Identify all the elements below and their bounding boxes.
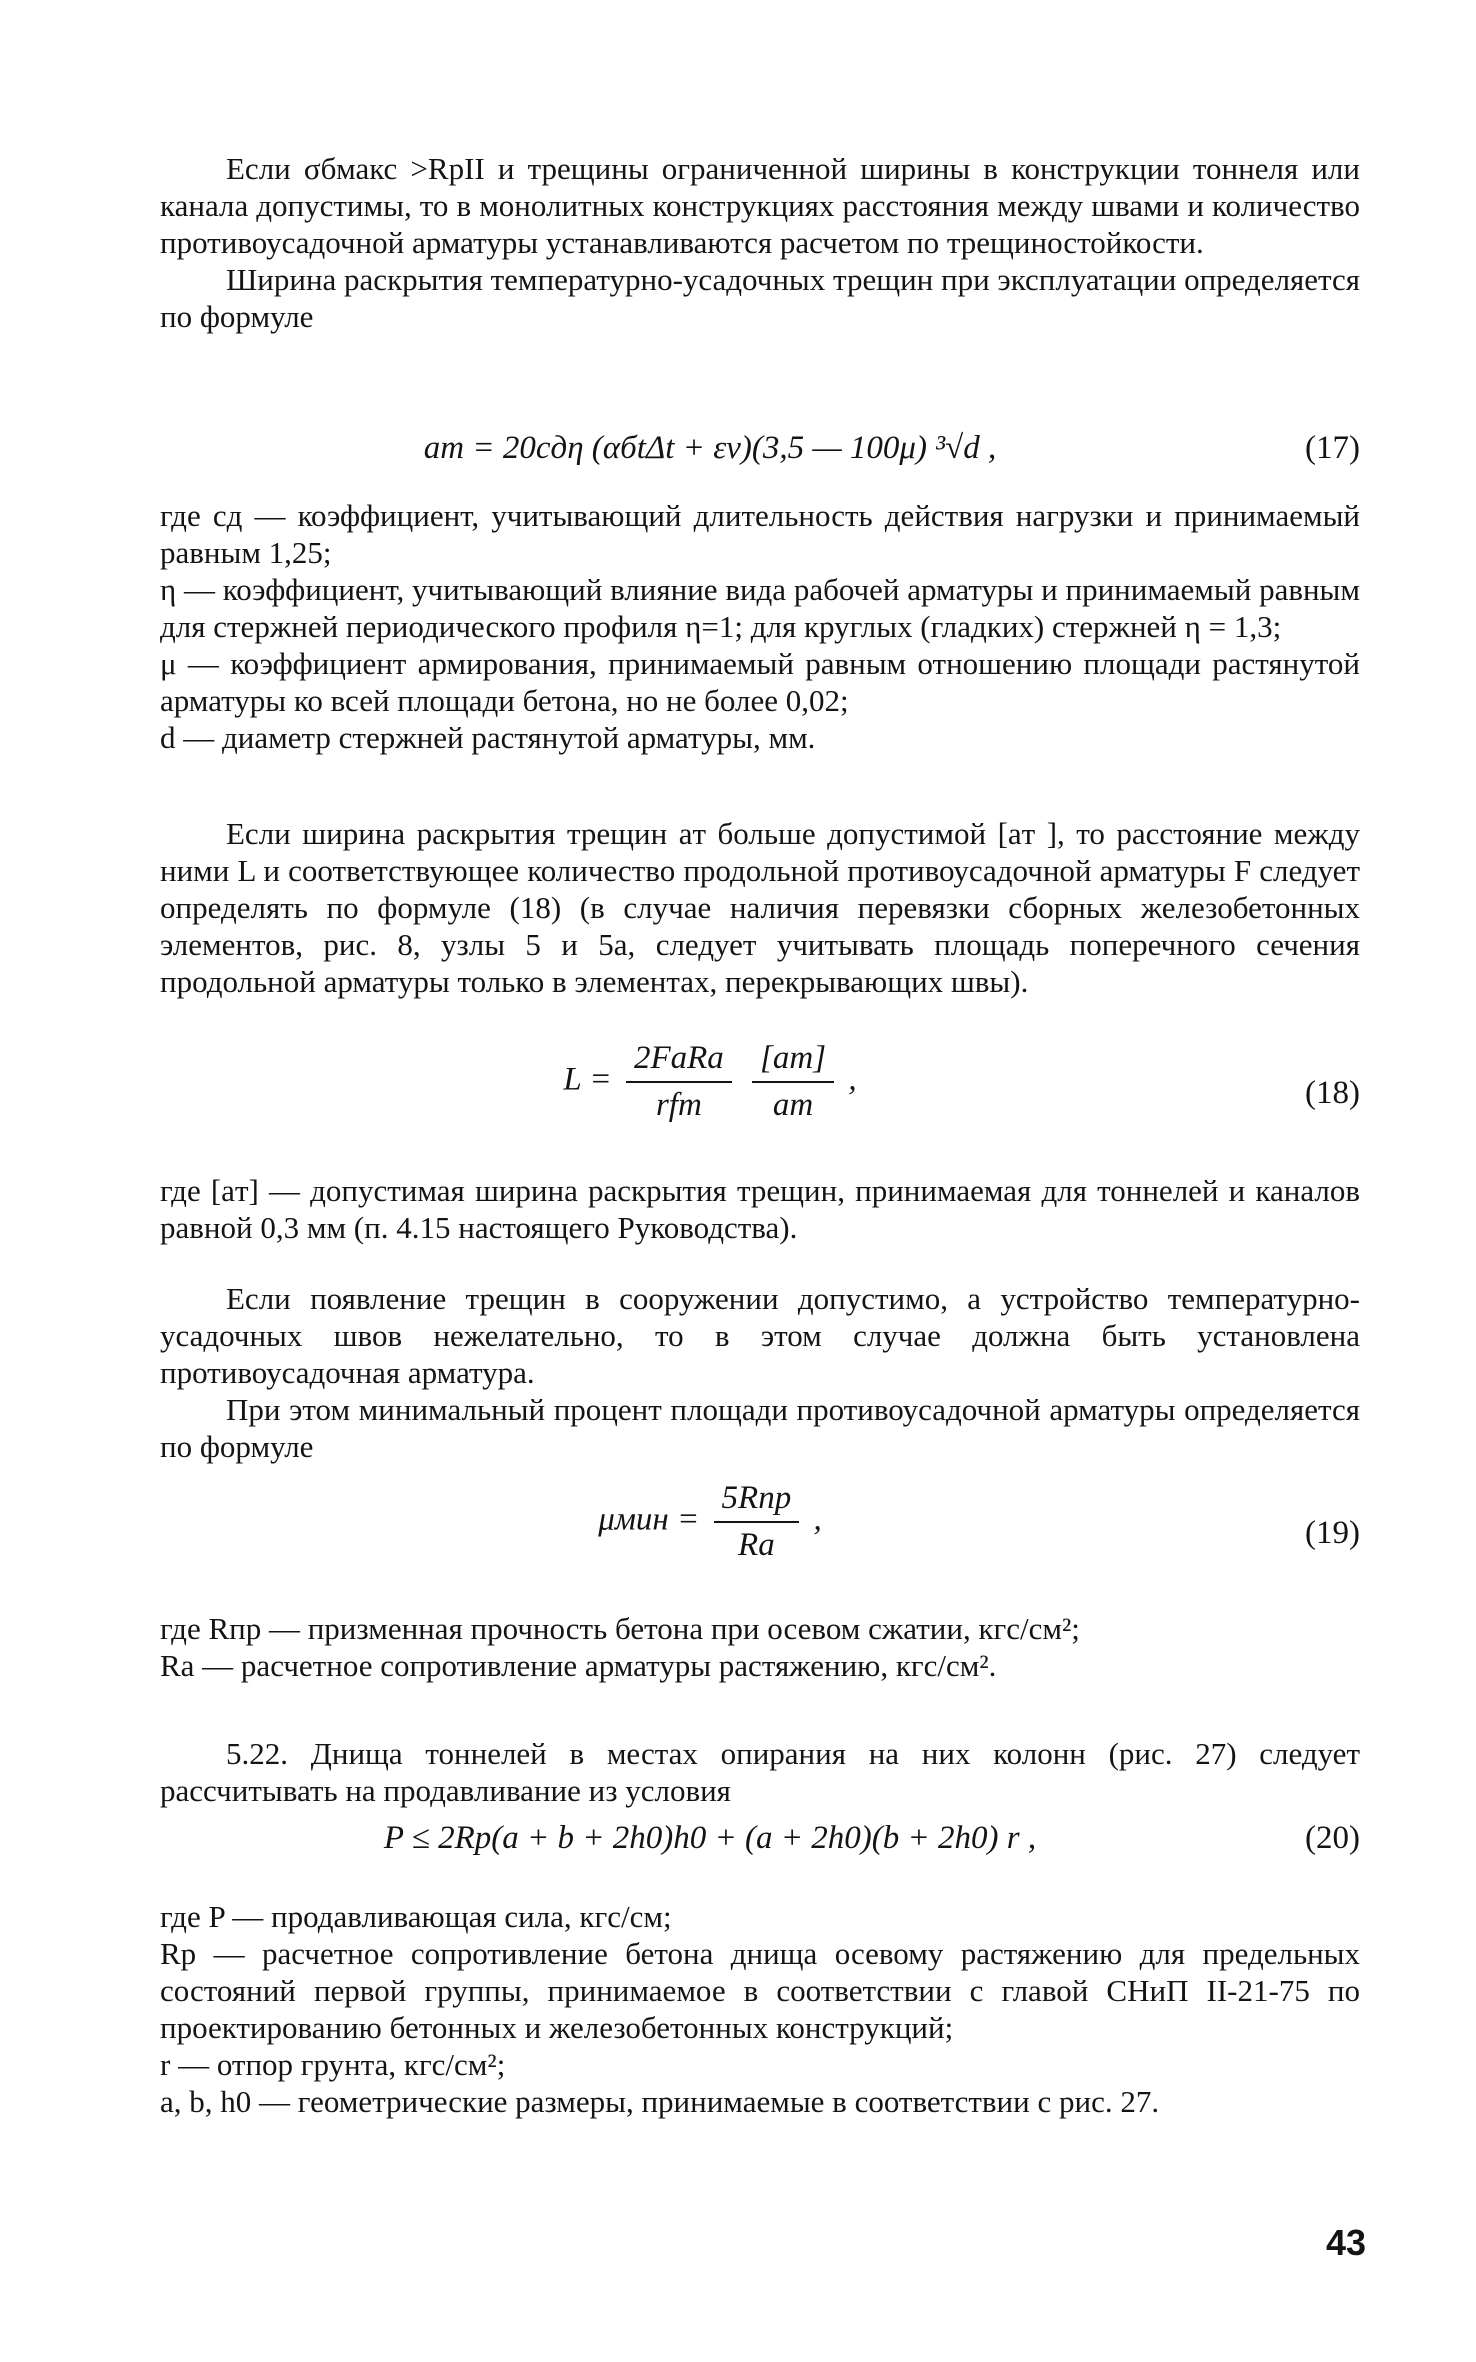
equation-19	[160, 1480, 1360, 1590]
equation-18	[160, 1040, 1360, 1150]
definitions-17	[160, 497, 1360, 756]
definitions-19	[160, 1610, 1360, 1684]
equation-17-body: aт = 20cдη (αбtΔt + εv)(3,5 — 100μ) ³√d ,	[423, 430, 997, 466]
paragraph-section-5-22: 5.22. Днища тоннелей в местах опирания на них колонн (рис. 27) следует рассчитывать на продавливание из условия	[160, 1736, 1360, 1808]
definition-item: Rp — расчетное сопротивление бетона днища осевому растяжению для предельных состояний первой группы, принимаемое в соответствии с главой СНиП II-21-75 по проектированию бетонных и железобетонных конструкций;	[160, 1936, 1360, 2045]
equation-19-numerator: 5Rпр	[714, 1480, 800, 1523]
definition-item: где Rпр — призменная прочность бетона при осевом сжатии, кгс/см²;	[160, 1611, 1080, 1646]
definition-item: η — коэффициент, учитывающий влияние вида рабочей арматуры и принимаемый равным для стержней периодического профиля η=1; для круглых (гладких) стержней η = 1,3;	[160, 572, 1360, 644]
definition-item: r — отпор грунта, кгс/см²;	[160, 2047, 506, 2082]
text-block-anti-shrinkage	[160, 1280, 1360, 1465]
equation-18-fraction-2	[752, 1040, 834, 1124]
equation-19-number: (19)	[1305, 1515, 1360, 1551]
paragraph-min-percent: При этом минимальный процент площади противоусадочной арматуры определяется по формуле	[160, 1392, 1360, 1464]
equation-20	[160, 1815, 1360, 1875]
equation-18-denominator-1: rfт	[655, 1087, 702, 1123]
equation-19-fraction	[714, 1480, 800, 1564]
equation-18-denominator-2: aт	[772, 1087, 814, 1123]
definition-item: a, b, h0 — геометрические размеры, принимаемые в соответствии с рис. 27.	[160, 2084, 1160, 2119]
definition-item: где P — продавливающая сила, кгс/см;	[160, 1899, 672, 1934]
definitions-18	[160, 1172, 1360, 1246]
definition-item: d — диаметр стержней растянутой арматуры, мм.	[160, 720, 816, 755]
equation-17	[160, 420, 1360, 480]
paragraph-crack-distance: Если ширина раскрытия трещин aт больше допустимой [aт ], то расстояние между ними L и соответствующее количество продольной противоусадочной арматуры F следует определять по формуле (18) (в случае наличия перевязки сборных железобетонных элементов, рис. 8, узлы 5 и 5а, следует учитывать площадь поперечного сечения продольной арматуры только в элементах, перекрывающих швы).	[160, 816, 1360, 999]
equation-18-tail: ,	[848, 1061, 857, 1098]
page-number: 43	[1325, 2222, 1366, 2263]
text-block-intro	[160, 150, 1360, 335]
definition-item: Ra — расчетное сопротивление арматуры растяжению, кгс/см².	[160, 1648, 997, 1683]
equation-18-numerator-1: 2FaRa	[626, 1040, 732, 1083]
equation-19-body	[160, 1480, 1260, 1564]
paragraph-anti-shrinkage: Если появление трещин в сооружении допустимо, а устройство температурно-усадочных швов нежелательно, то в этом случае должна быть установлена противоусадочная арматура.	[160, 1281, 1360, 1390]
equation-19-lhs: μмин =	[598, 1501, 700, 1538]
equation-18-number: (18)	[1305, 1075, 1360, 1111]
equation-17-number: (17)	[1305, 430, 1360, 466]
paragraph-crack-widths: Если σбмакс >RpII и трещины ограниченной ширины в конструкции тоннеля или канала допустимы, то в монолитных конструкциях расстояния между швами и количество противоусадочной арматуры устанавливаются расчетом по трещиностойкости.	[160, 151, 1360, 260]
equation-19-tail: ,	[813, 1501, 822, 1538]
definition-item: μ — коэффициент армирования, принимаемый равным отношению площади растянутой арматуры ко всей площади бетона, но не более 0,02;	[160, 646, 1360, 718]
equation-18-lhs: L =	[563, 1061, 612, 1098]
equation-19-denominator: Ra	[738, 1527, 775, 1563]
equation-18-numerator-2: [aт]	[752, 1040, 834, 1083]
definition-item: где [aт] — допустимая ширина раскрытия трещин, принимаемая для тоннелей и каналов равной 0,3 мм (п. 4.15 настоящего Руководства).	[160, 1173, 1360, 1245]
definitions-20	[160, 1898, 1360, 2120]
equation-20-body: P ≤ 2Rp(a + b + 2h0)h0 + (a + 2h0)(b + 2h0) r ,	[383, 1820, 1037, 1856]
definition-item: где cд — коэффициент, учитывающий длительность действия нагрузки и принимаемый равным 1,25;	[160, 498, 1360, 570]
equation-18-fraction-1	[626, 1040, 732, 1124]
text-block-crack-distance	[160, 815, 1360, 1000]
equation-18-body	[160, 1040, 1260, 1124]
equation-20-number: (20)	[1305, 1820, 1360, 1856]
text-block-section-5-22	[160, 1735, 1360, 1809]
paragraph-crack-formula-intro: Ширина раскрытия температурно-усадочных трещин при эксплуатации определяется по формуле	[160, 262, 1360, 334]
